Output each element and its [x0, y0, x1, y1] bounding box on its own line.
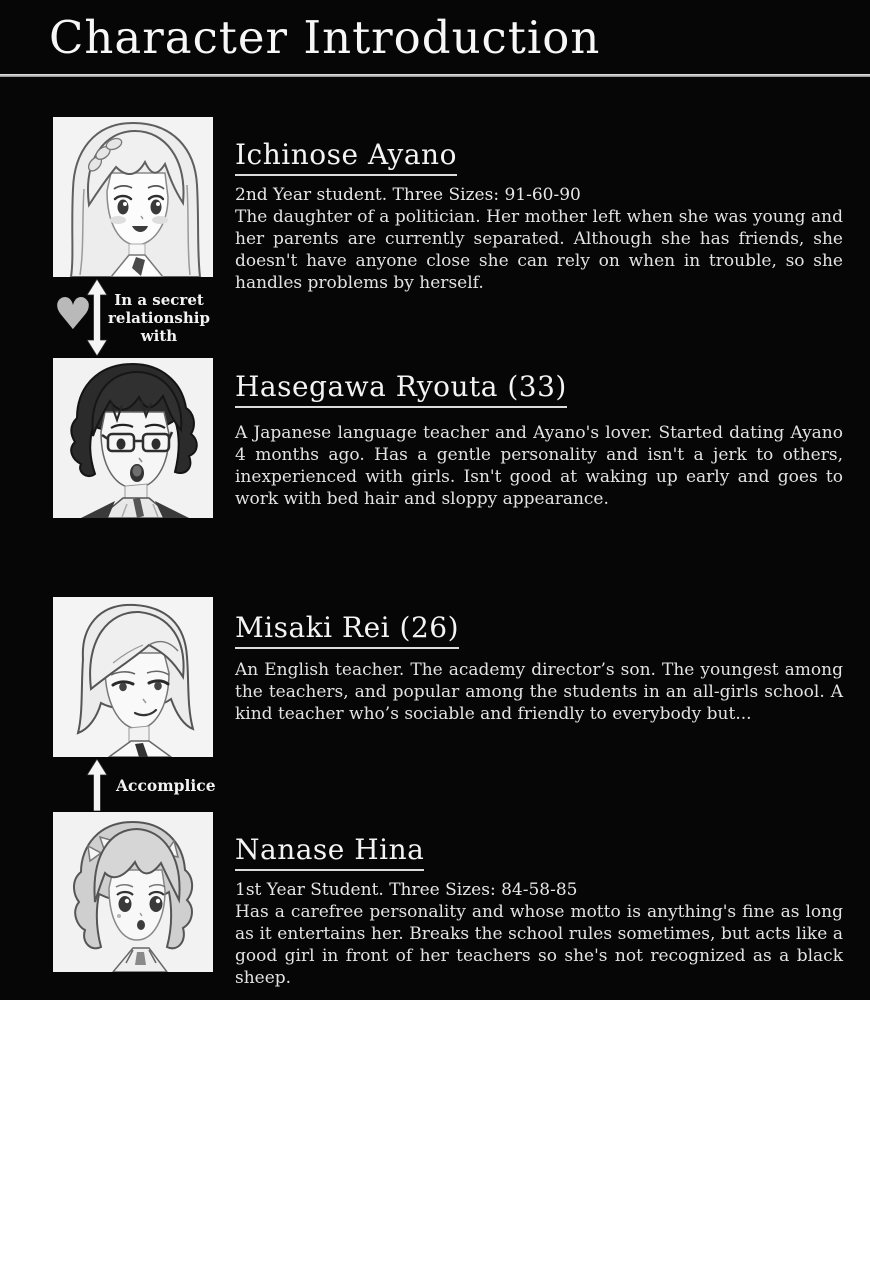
- character-name: Misaki Rei (26): [235, 613, 459, 649]
- character-description: A Japanese language teacher and Ayano's lover. Started dating Ayano 4 months ago. Has a gentle personality and isn't a jerk to others, inexperienced with girls. Isn't good at waking up early and goes to work with bed hair and sloppy appearance.: [235, 423, 843, 509]
- character-name: Ichinose Ayano: [235, 140, 457, 176]
- portrait-nanase-hina: [53, 812, 213, 972]
- girl-long-hair-illustration: [53, 117, 213, 277]
- character-card-hasegawa-ryouta: [235, 372, 843, 510]
- character-name: Nanase Hina: [235, 835, 424, 871]
- portrait-misaki-rei: [53, 597, 213, 757]
- girl-wavy-hair-illustration: [53, 812, 213, 972]
- man-light-hair-illustration: [53, 597, 213, 757]
- title-divider: [0, 74, 870, 77]
- relationship-label: In a secret relationship with: [108, 291, 210, 345]
- man-glasses-illustration: [53, 358, 213, 518]
- character-card-nanase-hina: [235, 835, 843, 989]
- accomplice-label: Accomplice: [116, 776, 216, 795]
- character-name: Hasegawa Ryouta (33): [235, 372, 567, 408]
- character-card-misaki-rei: [235, 613, 843, 725]
- character-card-ichinose-ayano: [235, 140, 843, 294]
- portrait-ichinose-ayano: [53, 117, 213, 277]
- heart-icon: ♥: [53, 289, 93, 340]
- up-arrow-icon: [86, 759, 108, 811]
- page-title: Character Introduction: [49, 11, 601, 64]
- character-description: An English teacher. The academy director’s son. The youngest among the teachers, and popular among the students in an all-girls school. A kind teacher who’s sociable and friendly to everybody but...: [235, 660, 843, 724]
- character-stats: 1st Year Student. Three Sizes: 84-58-85: [235, 880, 578, 900]
- portrait-hasegawa-ryouta: [53, 358, 213, 518]
- double-vertical-arrow-icon: [86, 279, 108, 356]
- character-description: Has a carefree personality and whose motto is anything's fine as long as it entertains her. Breaks the school rules sometimes, but acts like a good girl in front of her teachers so she's not recognized as a black sheep.: [235, 902, 843, 988]
- character-stats: 2nd Year student. Three Sizes: 91-60-90: [235, 185, 581, 205]
- character-description: The daughter of a politician. Her mother left when she was young and her parents are currently separated. Although she has friends, she doesn't have anyone close she can rely on when in trouble, so she handles problems by herself.: [235, 207, 843, 293]
